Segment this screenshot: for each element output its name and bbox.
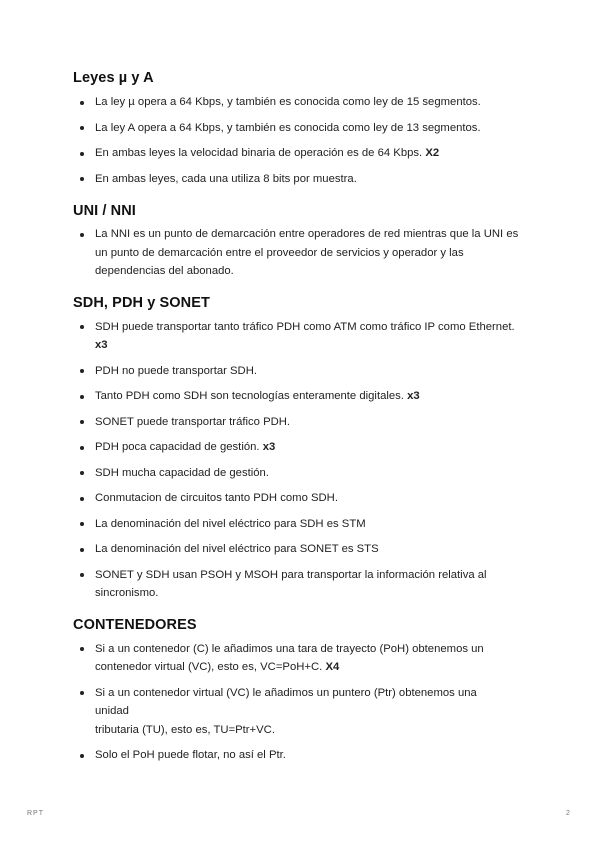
list-item: PDH no puede transportar SDH. — [73, 362, 528, 381]
list-item: En ambas leyes la velocidad binaria de operación es de 64 Kbps. X2 — [73, 144, 528, 163]
list-item: Conmutacion de circuitos tanto PDH como SDH. — [73, 489, 528, 508]
list-item: SONET y SDH usan PSOH y MSOH para transportar la información relativa al sincronismo. — [73, 566, 528, 603]
section-heading-contenedores: CONTENEDORES — [73, 616, 197, 633]
section-heading-sdh-pdh-sonet: SDH, PDH y SONET — [73, 294, 210, 311]
bullet-list-sdh-pdh-sonet — [73, 318, 528, 603]
list-item: En ambas leyes, cada una utiliza 8 bits por muestra. — [73, 170, 528, 189]
bullet-list-uni-nni — [73, 225, 528, 281]
section-heading-leyes: Leyes µ y A — [73, 70, 154, 86]
list-item: PDH poca capacidad de gestión. x3 — [73, 438, 528, 457]
bullet-list-leyes — [73, 93, 528, 188]
list-item: SONET puede transportar tráfico PDH. — [73, 413, 528, 432]
bullet-list-contenedores — [73, 640, 528, 765]
list-item: Tanto PDH como SDH son tecnologías enteramente digitales. x3 — [73, 387, 528, 406]
list-item: La ley µ opera a 64 Kbps, y también es conocida como ley de 15 segmentos. — [73, 93, 528, 112]
list-item: Si a un contenedor virtual (VC) le añadimos un puntero (Ptr) obtenemos una unidad tributaria (TU), esto es, TU=Ptr+VC. — [73, 684, 528, 740]
list-item: SDH puede transportar tanto tráfico PDH como ATM como tráfico IP como Ethernet. x3 — [73, 318, 528, 355]
footer-label: RPT — [27, 810, 44, 817]
list-item: La denominación del nivel eléctrico para SDH es STM — [73, 515, 528, 534]
list-item: SDH mucha capacidad de gestión. — [73, 464, 528, 483]
document-content — [73, 70, 528, 765]
section-heading-uni-nni: UNI / NNI — [73, 203, 136, 219]
list-item: Solo el PoH puede flotar, no así el Ptr. — [73, 746, 528, 765]
list-item: La NNI es un punto de demarcación entre operadores de red mientras que la UNI es un punto de demarcación entre el proveedor de servicios y operador y las dependencias del abonado. — [73, 225, 528, 281]
list-item: La ley A opera a 64 Kbps, y también es conocida como ley de 13 segmentos. — [73, 119, 528, 138]
page-number: 2 — [566, 810, 570, 817]
list-item: Si a un contenedor (C) le añadimos una tara de trayecto (PoH) obtenemos un contenedor virtual (VC), esto es, VC=PoH+C. X4 — [73, 640, 528, 677]
list-item: La denominación del nivel eléctrico para SONET es STS — [73, 540, 528, 559]
